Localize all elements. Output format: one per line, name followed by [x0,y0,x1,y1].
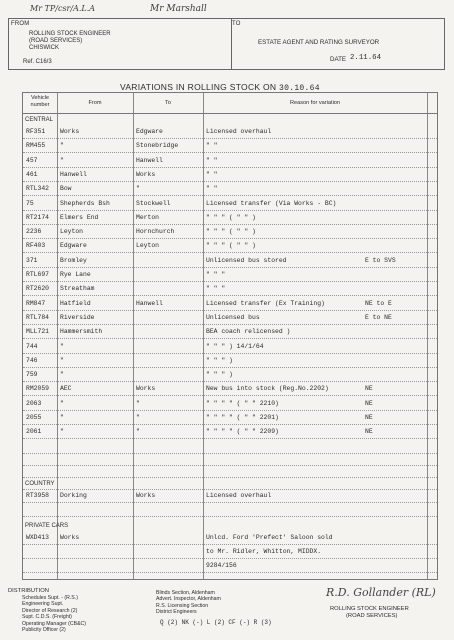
to-cell: Works [136,492,156,499]
date-value: 2.11.64 [350,54,382,62]
reason-cell: New bus into stock (Reg.No.2202) [206,385,329,393]
from-cell: Shepherds Bsh [60,199,110,207]
reason-cell: " " " ( " " ) [206,242,256,250]
distribution-item: Blinds Section, Aldenham [156,590,215,596]
table-row [23,531,437,544]
vehicle-number: RT2620 [26,285,50,293]
distribution-item: Advert. Inspector, Aldenham [156,596,221,603]
table-row [23,382,437,395]
section-central: CENTRAL [25,117,54,123]
from-cell: Hammersmith [60,328,103,336]
vehicle-number: RTL342 [26,185,50,193]
to-cell: Hanwell [136,156,163,164]
to-box [230,18,445,70]
vehicle-number: 2063 [26,399,42,407]
from-cell: Bromley [60,256,87,264]
col-header-from: From [88,100,102,106]
reason-cell: " " " " ( " " 2210) [206,399,279,407]
table-row [23,225,437,238]
reason-cell: " " " [206,271,226,278]
reason-cell: Unlicensed bus [206,313,260,321]
from-cell: Streatham [60,285,95,293]
reason-extra: E to NE [365,313,392,321]
table-row [23,268,437,281]
distribution-label: DISTRIBUTION [8,588,49,594]
vehicle-number: RTL784 [26,313,50,321]
distribution-left [22,595,86,633]
to-cell: " [136,428,140,436]
vehicle-number: RF351 [26,128,46,135]
from-cell: Edgware [60,242,87,250]
from-cell: Hatfield [60,299,91,307]
row-rule [23,572,437,573]
col-header-reason: Reason for variation [289,100,341,106]
distribution-item: Operating Manager (CB&C) [22,620,87,627]
to-cell: Leyton [136,242,160,250]
reason-cell: Unlicensed bus stored [206,256,287,264]
reason-cell: Licensed transfer (Via Works - BC) [206,199,337,207]
table-row [23,125,437,138]
vehicle-number: 371 [26,256,38,264]
to-cell: Merton [136,213,160,221]
distribution-item: Director of Research (2) [22,607,78,614]
reason-cell: " " [206,170,218,178]
reason-cell: Licensed transfer (Ex Training) [206,299,325,307]
vehicle-number: 2236 [26,228,42,236]
table-row [23,254,437,267]
reason-extra: E to SVS [365,256,396,264]
from-label: FROM [11,21,30,27]
row-rule [23,438,437,439]
table-row [23,368,437,381]
distribution-item: District Engineers [156,609,197,616]
from-cell: Riverside [60,313,95,321]
to-label: TO [232,21,241,27]
vehicle-number: RM847 [26,299,46,307]
table-row [23,425,437,438]
reason-cell: " " " " ( " " 2201) [206,414,279,421]
vehicle-number: MLL721 [26,328,50,336]
vehicle-number: 461 [26,170,38,178]
vehicle-number: 759 [26,371,38,379]
to-cell: Hanwell [136,299,163,307]
section-private: PRIVATE CARS [25,523,69,529]
table-row [23,282,437,295]
from-cell: " [60,142,64,150]
row-rule [23,516,437,517]
reason-cell: " " " ) [206,371,233,379]
row-rule [23,477,437,478]
from-cell: Elmers End [60,213,99,221]
table-row [23,297,437,310]
reason-cell: Unlcd. Ford 'Prefect' Saloon sold [206,534,333,541]
vehicle-number: RM455 [26,142,46,150]
table-row [23,340,437,353]
vehicle-number: RT2174 [26,213,50,221]
table-row [23,545,437,558]
engineer-line-2: (ROAD SERVICES) [346,613,398,619]
table-row [23,139,437,152]
from-cell: Hanwell [60,170,87,178]
row-rule [23,453,437,454]
reason-extra: NE [365,385,373,393]
row-rule [23,502,437,503]
table-row [23,354,437,367]
table-row [23,311,437,324]
from-cell: Rye Lane [60,271,91,278]
to-cell: Stockwell [136,199,171,207]
distribution-codes: Q (2) NK (-) L (2) CF (-) R (3) [160,619,272,626]
reason-cell: 9284/156 [206,562,237,569]
from-cell: AEC [60,385,72,393]
handwritten-name: Mr Marshall [150,4,207,14]
vehicle-number: 744 [26,342,38,350]
to-cell: " [136,399,140,407]
table-row [23,211,437,224]
table-row [23,411,437,424]
to-cell: Works [136,385,156,393]
section-country: COUNTRY [25,481,55,487]
table-row [23,168,437,181]
reason-cell: " " [206,142,218,150]
table-row [23,197,437,210]
table-row [23,397,437,410]
ref-number: Ref. C16/3 [23,59,52,65]
title-date: 30.10.64 [279,84,320,93]
reason-cell: " " [206,185,218,193]
distribution-item: Publicity Officer (2) [22,627,66,634]
vehicle-number: 2061 [26,428,42,436]
from-cell: " [60,371,64,379]
reason-cell: to Mr. Ridler, Whitton, MIDDX. [206,548,322,555]
vehicle-number: 746 [26,356,38,364]
distribution-item: Engineering Supt. [22,601,64,608]
col-header-vehicle: Vehicle number [30,95,50,108]
reason-extra: NE [365,414,373,421]
reason-cell: " " " [206,285,226,293]
to-cell: " [136,185,140,193]
from-line-2: (ROAD SERVICES) [29,38,83,44]
reason-extra: NE [365,399,373,407]
engineer-line-1: ROLLING STOCK ENGINEER [330,606,409,612]
table-row [23,489,437,502]
to-cell: Works [136,170,156,178]
handwritten-signature: R.D. Gollander (RL) [326,586,436,599]
table-row [23,559,437,572]
date-label: DATE [330,56,347,63]
reason-cell: " " " ( " " ) [206,228,256,236]
vehicle-number: RM2059 [26,385,50,393]
variations-table [22,92,438,580]
vehicle-number: 75 [26,199,34,207]
handwritten-reference: Mr TP/csr/A.L.A [30,4,96,13]
from-cell: " [60,399,64,407]
col-header-to: To [165,100,171,106]
table-row [23,182,437,195]
vehicle-number: 2055 [26,414,42,421]
vehicle-number: 457 [26,156,38,164]
reason-cell: Licensed overhaul [206,128,272,135]
reason-cell: " " " " ( " " 2209) [206,428,279,436]
reason-cell: BEA coach relicensed ) [206,328,291,336]
distribution-item: Supt. C.D.S. (Freight) [22,614,72,621]
to-cell: Hornchurch [136,228,175,236]
distribution-item: R.S. Licensing Section [156,602,209,609]
vehicle-number: RF403 [26,242,46,250]
header-rule [23,113,437,114]
title-text: VARIATIONS IN ROLLING STOCK ON [120,82,277,92]
from-cell: " [60,414,64,421]
from-cell: " [60,342,64,350]
vehicle-number: RTL697 [26,271,50,278]
row-rule [23,465,437,466]
reason-extra: NE to E [365,299,392,307]
vehicle-number: WXD413 [26,534,50,541]
reason-cell: " " [206,156,218,164]
reason-cell: Licensed overhaul [206,492,272,499]
from-line-3: CHISWICK [29,45,59,51]
reason-cell: " " " ) [206,356,233,364]
from-cell: Dorking [60,492,87,499]
reason-cell: " " " ) 14/1/64 [206,342,264,350]
reason-cell: " " " ( " " ) [206,213,256,221]
to-cell: " [136,414,140,421]
table-row [23,325,437,338]
from-cell: Works [60,534,80,541]
table-row [23,154,437,167]
to-text: ESTATE AGENT AND RATING SURVEYOR [258,39,380,46]
vehicle-number: RT3958 [26,492,50,499]
distribution-item: Schedules Supt. - (R.S.) [22,595,78,601]
from-cell: Bow [60,185,72,193]
from-cell: " [60,356,64,364]
from-line-1: ROLLING STOCK ENGINEER [29,31,111,37]
from-cell: " [60,428,64,436]
from-cell: Works [60,128,80,135]
from-box [8,18,232,70]
to-cell: Stonebridge [136,142,179,150]
from-cell: Leyton [60,228,84,236]
distribution-mid [156,590,221,616]
from-cell: " [60,156,64,164]
to-cell: Edgware [136,128,163,135]
table-row [23,239,437,252]
reason-extra: NE [365,428,373,436]
